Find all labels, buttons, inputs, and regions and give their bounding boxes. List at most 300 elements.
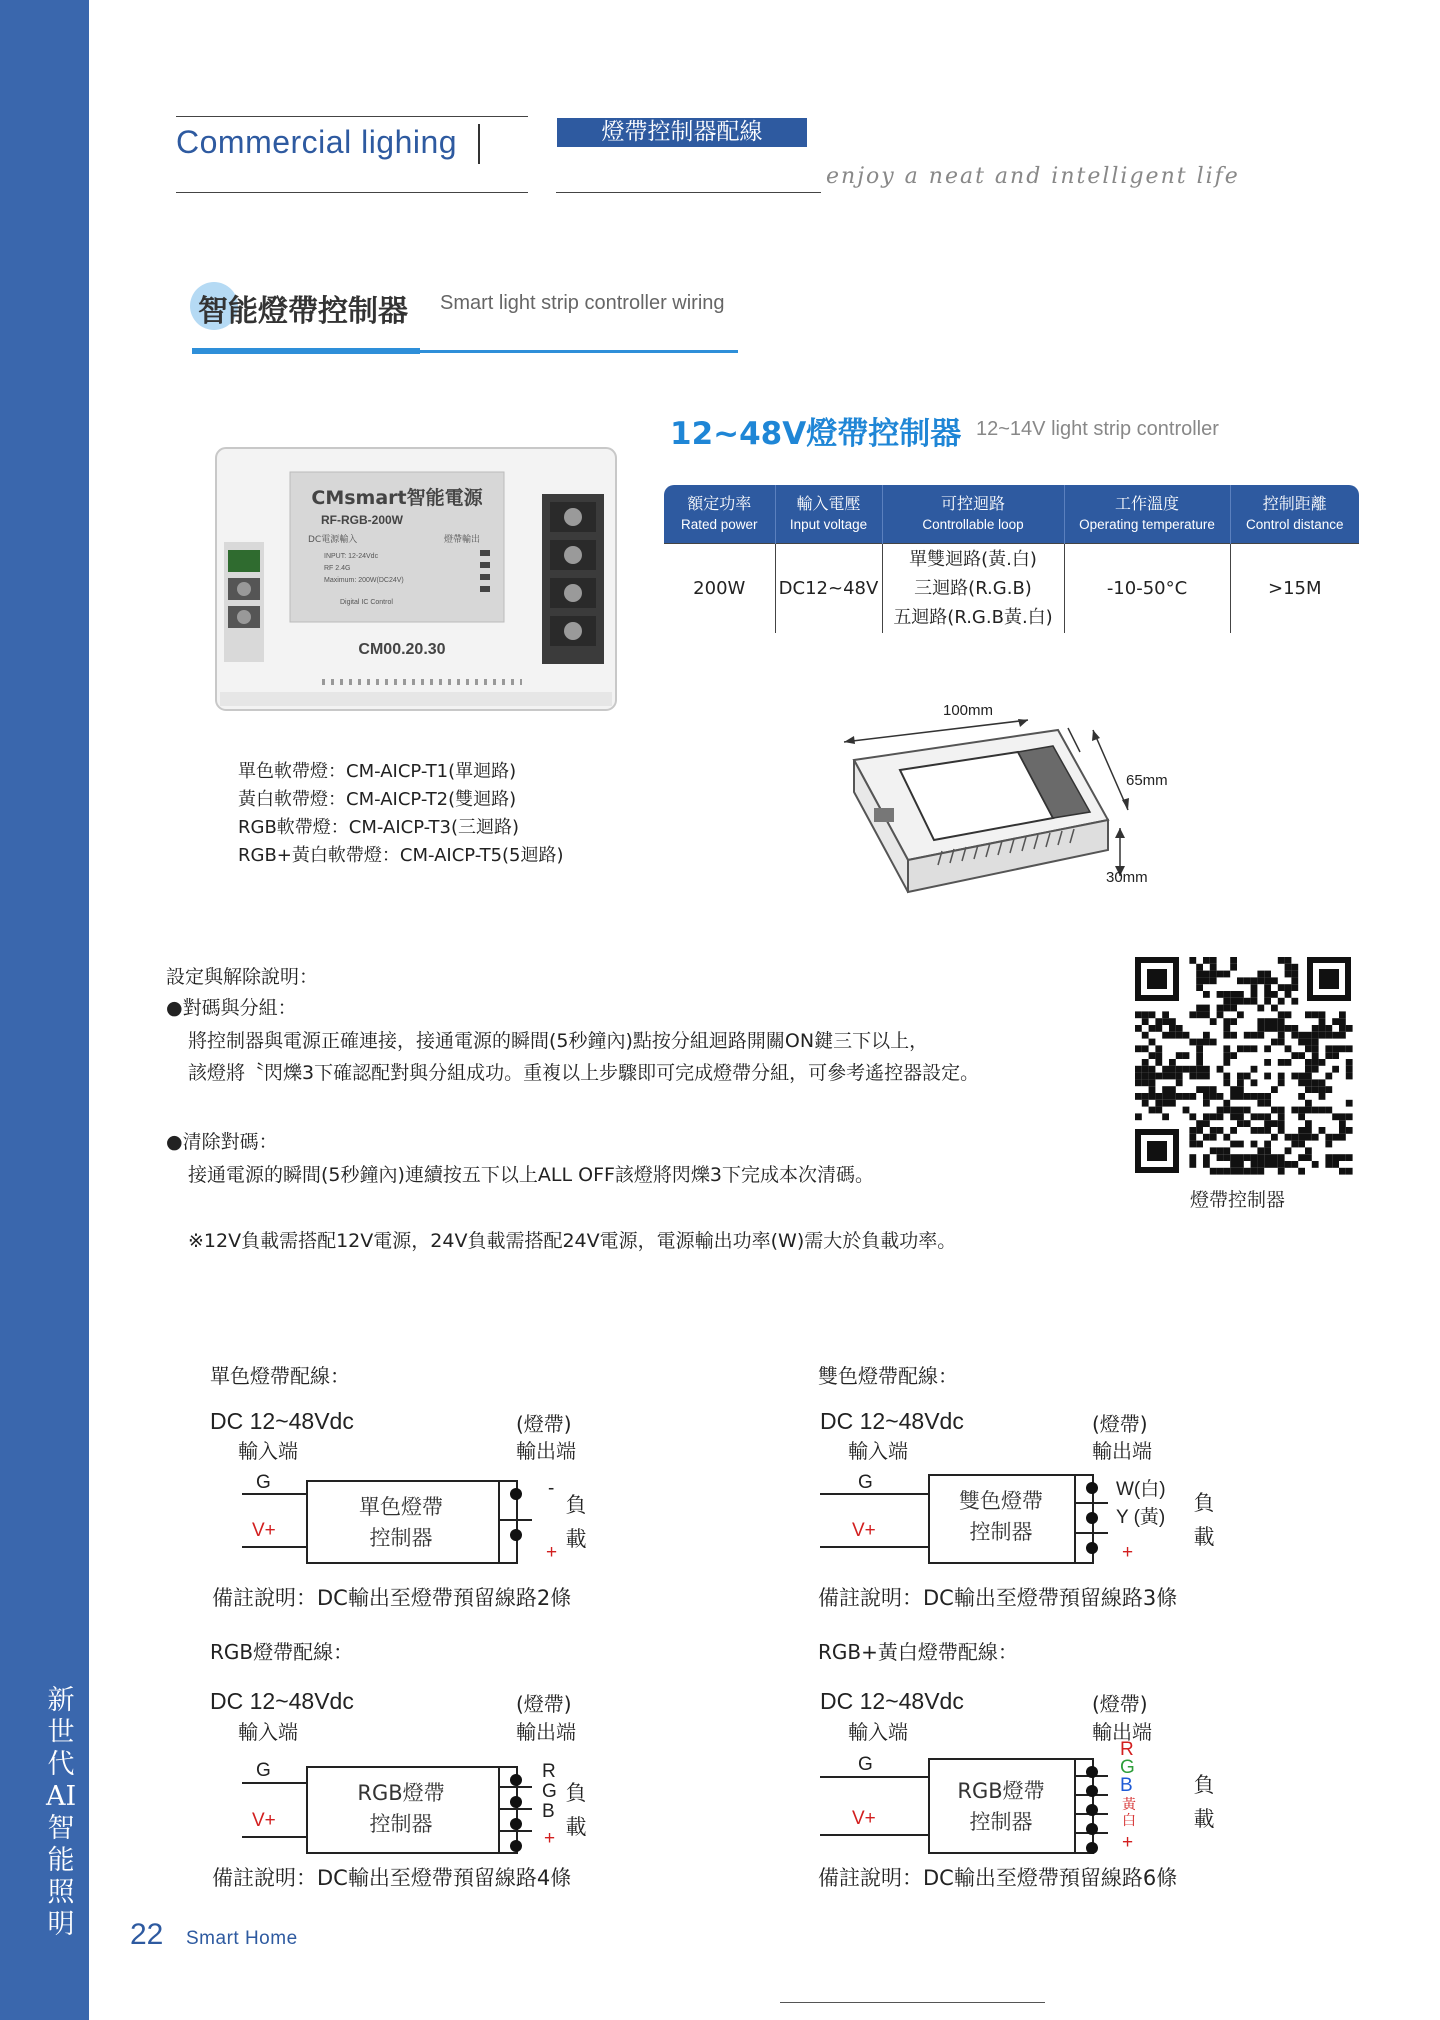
side-char: 代: [47, 1749, 75, 1780]
footer-rule: [780, 2002, 1045, 2003]
spec-loop-line: 五迴路(R.G.B黃.白): [893, 606, 1053, 628]
qr-module: [1203, 957, 1210, 964]
qr-module: [1189, 1113, 1196, 1120]
qr-module: [1149, 1073, 1156, 1080]
qr-module: [1305, 1045, 1312, 1052]
qr-module: [1285, 1161, 1292, 1168]
qr-module: [1210, 1168, 1217, 1175]
qr-module: [1346, 1045, 1353, 1052]
qr-module: [1251, 1045, 1258, 1052]
pin-w: W(白): [1116, 1479, 1166, 1500]
photo-line4: Digital IC Control: [340, 599, 393, 606]
qr-module: [1135, 1113, 1142, 1120]
qr-module: [1312, 1052, 1319, 1059]
controller-label: [936, 1486, 1066, 1548]
qr-module: [1162, 1018, 1169, 1025]
qr-module: [1325, 1154, 1332, 1161]
qr-module: [1312, 1161, 1319, 1168]
load-char: 載: [1193, 1807, 1215, 1831]
qr-module: [1189, 1161, 1196, 1168]
qr-module: [1217, 1154, 1224, 1161]
output-terminal-label: 輸出端: [516, 1439, 576, 1463]
output-terminal-label: 輸出端: [516, 1720, 576, 1744]
qr-module: [1319, 1093, 1326, 1100]
qr-module: [1237, 1168, 1244, 1175]
qr-module: [1251, 1168, 1258, 1175]
qr-module: [1217, 1168, 1224, 1175]
qr-module: [1237, 1120, 1244, 1127]
qr-module: [1162, 1086, 1169, 1093]
terminal-block: [498, 1766, 532, 1854]
qr-module: [1312, 1025, 1319, 1032]
input-terminal-label: 輸入端: [238, 1439, 298, 1463]
pin-minus: -: [548, 1478, 555, 1499]
qr-module: [1264, 1059, 1271, 1066]
spec-header-en: Operating temperature: [1079, 516, 1215, 532]
qr-module: [1223, 1005, 1230, 1012]
qr-module: [1346, 1025, 1353, 1032]
qr-module: [1196, 1141, 1203, 1148]
qr-code[interactable]: [1133, 955, 1353, 1175]
qr-module: [1176, 1052, 1183, 1059]
pin-vplus: V+: [252, 1520, 276, 1541]
spec-header-en: Controllable loop: [922, 516, 1024, 532]
qr-module: [1332, 1066, 1339, 1073]
qr-module: [1278, 1073, 1285, 1080]
qr-module: [1285, 1011, 1292, 1018]
page-number: 22: [130, 1918, 164, 1951]
qr-module: [1346, 1066, 1353, 1073]
pin-b: B: [1120, 1775, 1133, 1796]
qr-label: 燈帶控制器: [1190, 1189, 1286, 1211]
wire: [820, 1834, 934, 1836]
qr-module: [1203, 1154, 1210, 1161]
qr-module: [1217, 1093, 1224, 1100]
controller-label: [326, 1778, 476, 1840]
photo-line3: Maximum: 200W(DC24V): [324, 577, 404, 584]
qr-module: [1149, 1079, 1156, 1086]
model-item: RGB+黃白軟帶燈：CM-AICP-T5(5迴路): [238, 845, 564, 866]
spec-loop-line: 三迴路(R.G.B): [914, 577, 1032, 599]
qr-module: [1149, 1107, 1156, 1114]
qr-module: [1244, 1045, 1251, 1052]
qr-module: [1278, 1032, 1285, 1039]
qr-module: [1196, 1059, 1203, 1066]
qr-module: [1223, 1073, 1230, 1080]
pin-g-out: G: [1120, 1757, 1135, 1778]
qr-module: [1319, 1011, 1326, 1018]
spec-header-en: Input voltage: [789, 516, 868, 532]
pin-g: G: [858, 1754, 873, 1775]
qr-module: [1203, 1093, 1210, 1100]
qr-module: [1149, 1025, 1156, 1032]
qr-module: [1325, 1073, 1332, 1080]
qr-module: [1217, 1147, 1224, 1154]
qr-module: [1278, 1011, 1285, 1018]
spec-header-zh: 額定功率: [687, 493, 752, 513]
qr-module: [1196, 984, 1203, 991]
qr-module: [1203, 1005, 1210, 1012]
product-subtitle: 12~14V light strip controller: [976, 418, 1219, 440]
load-label: [564, 1776, 588, 1844]
spec-header-cell: [882, 485, 1064, 543]
qr-module: [1251, 1079, 1258, 1086]
qr-module: [1251, 991, 1258, 998]
qr-module: [1176, 1079, 1183, 1086]
qr-module: [1319, 1107, 1326, 1114]
load-char: 載: [1193, 1525, 1215, 1549]
qr-module: [1251, 977, 1258, 984]
terminal-block: [498, 1480, 532, 1564]
qr-module: [1271, 1161, 1278, 1168]
instr-pair-line: 將控制器與電源正確連接，接通電源的瞬間(5秒鐘內)點按分組迴路開關ON鍵三下以上，: [188, 1030, 929, 1052]
pin-plus: +: [544, 1828, 556, 1849]
qr-module: [1223, 1052, 1230, 1059]
qr-module: [1257, 1154, 1264, 1161]
wiring-title: RGB燈帶配線：: [210, 1640, 354, 1664]
terminal-cell: [500, 1810, 532, 1832]
load-char: 負: [565, 1493, 587, 1517]
qr-module: [1223, 1134, 1230, 1141]
qr-module: [1223, 1018, 1230, 1025]
qr-module: [1325, 1134, 1332, 1141]
terminal-cell: [1076, 1834, 1108, 1852]
qr-module: [1298, 1141, 1305, 1148]
qr-module: [1196, 1045, 1203, 1052]
terminal-block: [1074, 1474, 1108, 1564]
qr-module: [1189, 1127, 1196, 1134]
qr-module: [1196, 1005, 1203, 1012]
qr-module: [1291, 1025, 1298, 1032]
qr-module: [1244, 1032, 1251, 1039]
qr-module: [1210, 1086, 1217, 1093]
qr-module: [1332, 1161, 1339, 1168]
qr-module: [1237, 1113, 1244, 1120]
qr-module: [1223, 1045, 1230, 1052]
qr-module: [1196, 1086, 1203, 1093]
qr-module: [1339, 1134, 1346, 1141]
spec-temperature: -10-50°C: [1064, 543, 1230, 633]
qr-module: [1203, 971, 1210, 978]
qr-module: [1298, 1168, 1305, 1175]
pin-r: R: [542, 1761, 556, 1782]
brand-divider: [478, 124, 480, 164]
qr-module: [1135, 1079, 1142, 1086]
qr-module: [1230, 1018, 1237, 1025]
pin-b: B: [542, 1801, 555, 1822]
qr-module: [1319, 1018, 1326, 1025]
qr-module: [1149, 1011, 1156, 1018]
qr-module: [1217, 1066, 1224, 1073]
qr-module: [1142, 1093, 1149, 1100]
qr-module: [1169, 1032, 1176, 1039]
qr-module: [1210, 977, 1217, 984]
dim-height: 30mm: [1106, 869, 1148, 886]
terminal-cell: [500, 1788, 532, 1810]
pin-g: G: [858, 1472, 873, 1493]
qr-module: [1305, 1147, 1312, 1154]
qr-module: [1251, 998, 1258, 1005]
qr-module: [1278, 1107, 1285, 1114]
qr-module: [1339, 1113, 1346, 1120]
qr-module: [1251, 984, 1258, 991]
qr-module: [1142, 1073, 1149, 1080]
qr-module: [1285, 1147, 1292, 1154]
qr-module: [1189, 1093, 1196, 1100]
qr-module: [1149, 1066, 1156, 1073]
instr-pair-title: ●對碼與分組：: [166, 997, 297, 1019]
qr-module: [1244, 1107, 1251, 1114]
qr-module: [1237, 991, 1244, 998]
qr-module: [1155, 1093, 1162, 1100]
qr-module: [1183, 1066, 1190, 1073]
qr-module: [1319, 1127, 1326, 1134]
qr-module: [1264, 1141, 1271, 1148]
qr-module: [1264, 1045, 1271, 1052]
qr-module: [1271, 1018, 1278, 1025]
qr-module: [1230, 1113, 1237, 1120]
strip-label: (燈帶): [516, 1692, 572, 1716]
qr-module: [1298, 1093, 1305, 1100]
pin-vplus: V+: [852, 1520, 876, 1541]
qr-module: [1285, 957, 1292, 964]
qr-module: [1339, 1127, 1346, 1134]
wire: [242, 1836, 312, 1838]
qr-module: [1285, 991, 1292, 998]
output-terminal-label: 輸出端: [1092, 1439, 1152, 1463]
photo-out: 燈帶輸出: [444, 535, 481, 545]
controller-label-line: 控制器: [969, 1520, 1033, 1544]
qr-module: [1162, 1113, 1169, 1120]
qr-module: [1169, 1093, 1176, 1100]
qr-module: [1155, 1059, 1162, 1066]
qr-module: [1339, 1154, 1346, 1161]
qr-module: [1271, 1005, 1278, 1012]
spec-loop-line: 單雙迴路(黃.白): [909, 548, 1037, 570]
terminal-cell: [500, 1832, 532, 1854]
qr-module: [1278, 1018, 1285, 1025]
qr-module: [1162, 1066, 1169, 1073]
qr-module: [1305, 1134, 1312, 1141]
dc-input-label: DC 12~48Vdc: [210, 1408, 354, 1434]
qr-module: [1237, 1079, 1244, 1086]
side-char: 智: [47, 1813, 75, 1844]
qr-module: [1312, 1045, 1319, 1052]
controller-label-line: 單色燈帶: [359, 1495, 443, 1519]
qr-module: [1203, 977, 1210, 984]
category-tab: 燈帶控制器配線: [557, 118, 807, 147]
qr-module: [1142, 1011, 1149, 1018]
qr-module: [1298, 1039, 1305, 1046]
section-subtitle: Smart light strip controller wiring: [440, 292, 725, 314]
qr-module: [1169, 1059, 1176, 1066]
qr-module: [1203, 991, 1210, 998]
qr-module: [1332, 1045, 1339, 1052]
pin-g: G: [256, 1760, 271, 1781]
instr-note: ※12V負載需搭配12V電源，24V負載需搭配24V電源，電源輸出功率(W)需大於負載功率。: [188, 1230, 957, 1252]
qr-module: [1271, 991, 1278, 998]
qr-module: [1217, 1011, 1224, 1018]
qr-module: [1257, 971, 1264, 978]
side-char: 新: [47, 1685, 75, 1716]
qr-module: [1285, 1045, 1292, 1052]
qr-module: [1203, 1039, 1210, 1046]
qr-module: [1271, 1086, 1278, 1093]
qr-module: [1291, 1161, 1298, 1168]
qr-module: [1183, 1107, 1190, 1114]
qr-module: [1169, 1018, 1176, 1025]
qr-module: [1312, 1066, 1319, 1073]
controller-label-line: 控制器: [369, 1526, 433, 1550]
qr-module: [1223, 1079, 1230, 1086]
qr-module: [1189, 1011, 1196, 1018]
qr-module: [1203, 1066, 1210, 1073]
qr-module: [1264, 1127, 1271, 1134]
qr-module: [1210, 1134, 1217, 1141]
qr-module: [1230, 1032, 1237, 1039]
qr-module: [1291, 1107, 1298, 1114]
wire: [242, 1493, 312, 1495]
wire: [242, 1546, 312, 1548]
qr-module: [1149, 1086, 1156, 1093]
qr-module: [1298, 1079, 1305, 1086]
dc-input-label: DC 12~48Vdc: [210, 1688, 354, 1714]
qr-module: [1169, 1066, 1176, 1073]
wiring-rgbw: [816, 1636, 1376, 1896]
qr-module: [1189, 1039, 1196, 1046]
spec-voltage: DC12~48V: [775, 543, 882, 633]
spec-header-row: [664, 485, 1359, 543]
qr-module: [1278, 1161, 1285, 1168]
qr-module: [1196, 1073, 1203, 1080]
qr-module: [1339, 1025, 1346, 1032]
qr-module: [1298, 1127, 1305, 1134]
qr-module: [1244, 1073, 1251, 1080]
photo-line2: RF 2.4G: [324, 565, 351, 572]
qr-module: [1196, 1127, 1203, 1134]
qr-module: [1230, 1168, 1237, 1175]
instr-clear-line: 接通電源的瞬間(5秒鐘內)連續按五下以上ALL OFF該燈將閃爍3下完成本次清碼。: [188, 1164, 875, 1186]
spec-header-en: Control distance: [1245, 516, 1344, 532]
qr-module: [1305, 1154, 1312, 1161]
spec-header-cell: [1230, 485, 1359, 543]
qr-module: [1176, 1032, 1183, 1039]
qr-module: [1291, 1052, 1298, 1059]
product-photo: [212, 442, 637, 717]
qr-module: [1162, 1100, 1169, 1107]
qr-module: [1312, 1086, 1319, 1093]
qr-module: [1339, 1168, 1346, 1175]
photo-code: CM00.20.30: [358, 641, 446, 658]
qr-module: [1278, 998, 1285, 1005]
qr-module: [1155, 1052, 1162, 1059]
qr-module: [1264, 1100, 1271, 1107]
controller-label-line: RGB燈帶: [357, 1781, 445, 1805]
qr-module: [1203, 1100, 1210, 1107]
qr-module: [1291, 1141, 1298, 1148]
side-char: 明: [47, 1909, 75, 1940]
terminal-cell: [1076, 1534, 1108, 1564]
qr-module: [1251, 1032, 1258, 1039]
spec-distance: >15M: [1230, 543, 1359, 633]
qr-module: [1196, 977, 1203, 984]
pin-vplus: V+: [252, 1810, 276, 1831]
qr-module: [1305, 1107, 1312, 1114]
section-title: 智能燈帶控制器: [198, 294, 408, 329]
qr-module: [1135, 1025, 1142, 1032]
qr-module: [1312, 1032, 1319, 1039]
qr-module: [1210, 1147, 1217, 1154]
qr-module: [1257, 1005, 1264, 1012]
qr-module: [1244, 1120, 1251, 1127]
qr-module: [1162, 1032, 1169, 1039]
wiring-title: RGB+黃白燈帶配線：: [818, 1640, 1018, 1664]
qr-module: [1291, 998, 1298, 1005]
qr-module: [1298, 1113, 1305, 1120]
qr-module: [1189, 1066, 1196, 1073]
qr-module: [1135, 1073, 1142, 1080]
wire: [820, 1546, 934, 1548]
pin-y: Y (黃): [1116, 1507, 1166, 1528]
terminal-block: [1074, 1758, 1108, 1854]
qr-module: [1325, 1052, 1332, 1059]
qr-module: [1312, 1039, 1319, 1046]
qr-module: [1223, 1154, 1230, 1161]
qr-module: [1346, 1168, 1353, 1175]
qr-module: [1223, 998, 1230, 1005]
qr-module: [1244, 1093, 1251, 1100]
qr-module: [1135, 1066, 1142, 1073]
qr-module: [1230, 1107, 1237, 1114]
spec-loops: [882, 543, 1064, 633]
qr-module: [1196, 1011, 1203, 1018]
qr-module: [1230, 998, 1237, 1005]
load-char: 負: [565, 1781, 587, 1805]
qr-module: [1264, 1113, 1271, 1120]
qr-module: [1169, 1073, 1176, 1080]
load-char: 載: [565, 1815, 587, 1839]
qr-module: [1237, 1141, 1244, 1148]
qr-module: [1237, 1161, 1244, 1168]
qr-module: [1271, 977, 1278, 984]
qr-module: [1278, 1154, 1285, 1161]
qr-module: [1285, 964, 1292, 971]
qr-module: [1298, 1032, 1305, 1039]
terminal-cell: [500, 1521, 532, 1562]
dim-width: 65mm: [1126, 772, 1168, 789]
photo-brand: CMsmart智能電源: [311, 487, 483, 509]
qr-module: [1230, 1161, 1237, 1168]
qr-module: [1305, 1079, 1312, 1086]
qr-module: [1339, 1018, 1346, 1025]
qr-module: [1196, 1039, 1203, 1046]
qr-module: [1244, 1154, 1251, 1161]
qr-module: [1271, 1025, 1278, 1032]
qr-module: [1264, 1073, 1271, 1080]
qr-module: [1169, 1025, 1176, 1032]
spec-header-zh: 工作溫度: [1114, 493, 1179, 513]
qr-module: [1298, 1073, 1305, 1080]
product-title: 12~48V燈帶控制器: [670, 416, 962, 452]
qr-module: [1230, 964, 1237, 971]
qr-module: [1257, 1093, 1264, 1100]
qr-module: [1183, 1032, 1190, 1039]
qr-module: [1264, 1018, 1271, 1025]
qr-module: [1291, 1073, 1298, 1080]
instr-clear-title: ●清除對碼：: [166, 1131, 278, 1153]
terminal-cell: [500, 1766, 532, 1788]
qr-module: [1325, 1025, 1332, 1032]
